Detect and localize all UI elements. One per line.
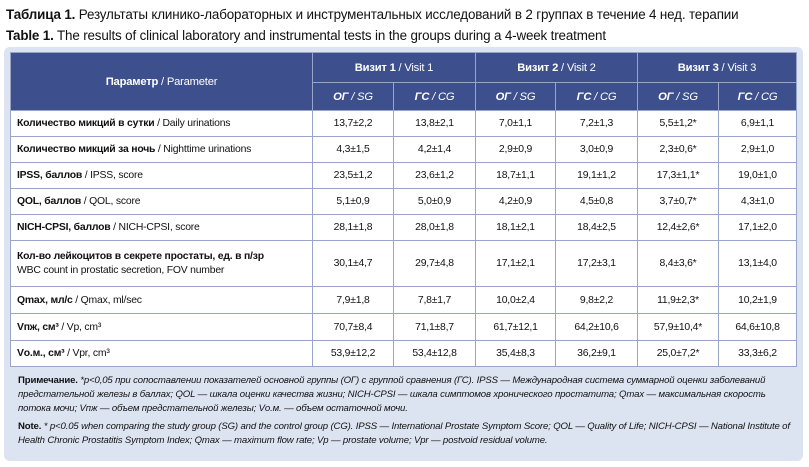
table-cell: 35,4±8,3 xyxy=(476,341,556,367)
table-row xyxy=(11,241,797,287)
header-group: ОГ / SG xyxy=(638,83,719,111)
table-row xyxy=(11,341,797,367)
table-row xyxy=(11,189,797,215)
table-cell: 61,7±12,1 xyxy=(476,314,556,341)
caption-ru-text: Результаты клинико-лабораторных и инструментальных исследований в 2 группах в течение 4 нед. терапии xyxy=(75,7,739,22)
table-cell: 4,3±1,5 xyxy=(313,137,394,163)
table-cell: 3,0±0,9 xyxy=(556,137,638,163)
table-cell: 64,2±10,6 xyxy=(556,314,638,341)
table-cell: 13,7±2,2 xyxy=(313,111,394,137)
table-cell: 17,2±3,1 xyxy=(556,241,638,287)
caption-ru-label: Таблица 1. xyxy=(6,7,76,22)
header-visit-1: Визит 1 / Visit 1 xyxy=(313,53,476,83)
table-cell: 13,1±4,0 xyxy=(719,241,797,287)
table-cell: 53,4±12,8 xyxy=(394,341,476,367)
table-cell: 19,1±1,2 xyxy=(556,163,638,189)
table-cell: 4,5±0,8 xyxy=(556,189,638,215)
table-cell: 4,3±1,0 xyxy=(719,189,797,215)
table-cell: 12,4±2,6* xyxy=(638,215,719,241)
table-cell: 6,9±1,1 xyxy=(719,111,797,137)
table-row xyxy=(11,287,797,314)
table-cell: 70,7±8,4 xyxy=(313,314,394,341)
table-cell: 4,2±0,9 xyxy=(476,189,556,215)
table-row xyxy=(11,215,797,241)
table-cell: 25,0±7,2* xyxy=(638,341,719,367)
table-cell: 18,4±2,5 xyxy=(556,215,638,241)
table-cell: 13,8±2,1 xyxy=(394,111,476,137)
caption-russian xyxy=(6,6,738,23)
table-cell: 64,6±10,8 xyxy=(719,314,797,341)
note-english: Note. * p<0.05 when comparing the study group (SG) and the control group (CG). IPSS — International Prostate Symptom Score; QOL — Quality of Life; NICH-CPSI — National Institute of Health Chronic Prostatitis Symptom Index; Qmax — maximum flow rate; Vp — prostate volume; Vpr — postvoid residual volume. xyxy=(18,421,790,446)
table-cell: 23,5±1,2 xyxy=(313,163,394,189)
header-parameter: Параметр / Parameter xyxy=(11,53,313,111)
table-cell: 4,2±1,4 xyxy=(394,137,476,163)
row-parameter: Vо.м., см³ / Vpr, cm³ xyxy=(11,341,313,367)
table-cell: 10,0±2,4 xyxy=(476,287,556,314)
table-cell: 36,2±9,1 xyxy=(556,341,638,367)
table-cell: 7,0±1,1 xyxy=(476,111,556,137)
table-cell: 5,1±0,9 xyxy=(313,189,394,215)
table-cell: 2,3±0,6* xyxy=(638,137,719,163)
table-cell: 7,8±1,7 xyxy=(394,287,476,314)
table-cell: 30,1±4,7 xyxy=(313,241,394,287)
table-cell: 7,9±1,8 xyxy=(313,287,394,314)
header-group: ГС / CG xyxy=(394,83,476,111)
table-cell: 5,0±0,9 xyxy=(394,189,476,215)
table-cell: 28,1±1,8 xyxy=(313,215,394,241)
header-row-visits xyxy=(11,53,797,83)
caption-en-label: Table 1. xyxy=(6,28,54,43)
table-notes xyxy=(18,374,796,448)
row-parameter: Qmax, мл/с / Qmax, ml/sec xyxy=(11,287,313,314)
table-cell: 2,9±1,0 xyxy=(719,137,797,163)
note-russian: Примечание. *р<0,05 при сопоставлении показателей основной группы (ОГ) с группой сравнения (ГС). IPSS — Международная система суммарной оценки заболеваний предстательной железы в баллах; QOL — шкала оценки качества жизни; NICH-CPSI — шкала симптомов хронического простатита; Qmax — максимальная скорость потока мочи; Vпж — объем предстательной железы; Vо.м. — объем остаточной мочи. xyxy=(18,375,766,414)
header-group: ОГ / SG xyxy=(313,83,394,111)
header-visit-3: Визит 3 / Visit 3 xyxy=(638,53,797,83)
table-cell: 19,0±1,0 xyxy=(719,163,797,189)
table-cell: 7,2±1,3 xyxy=(556,111,638,137)
row-parameter: IPSS, баллов / IPSS, score xyxy=(11,163,313,189)
table-cell: 18,7±1,1 xyxy=(476,163,556,189)
table-cell: 17,1±2,0 xyxy=(719,215,797,241)
table-cell: 18,1±2,1 xyxy=(476,215,556,241)
row-parameter: Количество микций в сутки / Daily urinations xyxy=(11,111,313,137)
row-parameter: QOL, баллов / QOL, score xyxy=(11,189,313,215)
caption-en-text: The results of clinical laboratory and instrumental tests in the groups during a 4-week treatment xyxy=(53,28,606,43)
table-row xyxy=(11,111,797,137)
table-row xyxy=(11,137,797,163)
header-visit-2: Визит 2 / Visit 2 xyxy=(476,53,638,83)
table-row xyxy=(11,163,797,189)
header-group: ГС / CG xyxy=(556,83,638,111)
row-parameter: Vпж, см³ / Vp, cm³ xyxy=(11,314,313,341)
table-frame xyxy=(4,47,803,461)
row-parameter: NICH-CPSI, баллов / NICH-CPSI, score xyxy=(11,215,313,241)
table-cell: 11,9±2,3* xyxy=(638,287,719,314)
table-cell: 10,2±1,9 xyxy=(719,287,797,314)
table-cell: 8,4±3,6* xyxy=(638,241,719,287)
table-cell: 33,3±6,2 xyxy=(719,341,797,367)
table-cell: 53,9±12,2 xyxy=(313,341,394,367)
table-cell: 57,9±10,4* xyxy=(638,314,719,341)
table-cell: 17,3±1,1* xyxy=(638,163,719,189)
table-cell: 23,6±1,2 xyxy=(394,163,476,189)
table-cell: 29,7±4,8 xyxy=(394,241,476,287)
header-group: ОГ / SG xyxy=(476,83,556,111)
caption-english xyxy=(6,27,606,44)
table-cell: 9,8±2,2 xyxy=(556,287,638,314)
table-cell: 71,1±8,7 xyxy=(394,314,476,341)
table-cell: 17,1±2,1 xyxy=(476,241,556,287)
table-cell: 3,7±0,7* xyxy=(638,189,719,215)
table-cell: 2,9±0,9 xyxy=(476,137,556,163)
table-cell: 5,5±1,2* xyxy=(638,111,719,137)
row-parameter: Кол-во лейкоцитов в секрете простаты, ед. в п/зр WBC count in prostatic secretion, FOV number xyxy=(11,241,313,287)
results-table xyxy=(10,52,797,367)
table-row xyxy=(11,314,797,341)
header-group: ГС / CG xyxy=(719,83,797,111)
table-cell: 28,0±1,8 xyxy=(394,215,476,241)
row-parameter: Количество микций за ночь / Nighttime urinations xyxy=(11,137,313,163)
